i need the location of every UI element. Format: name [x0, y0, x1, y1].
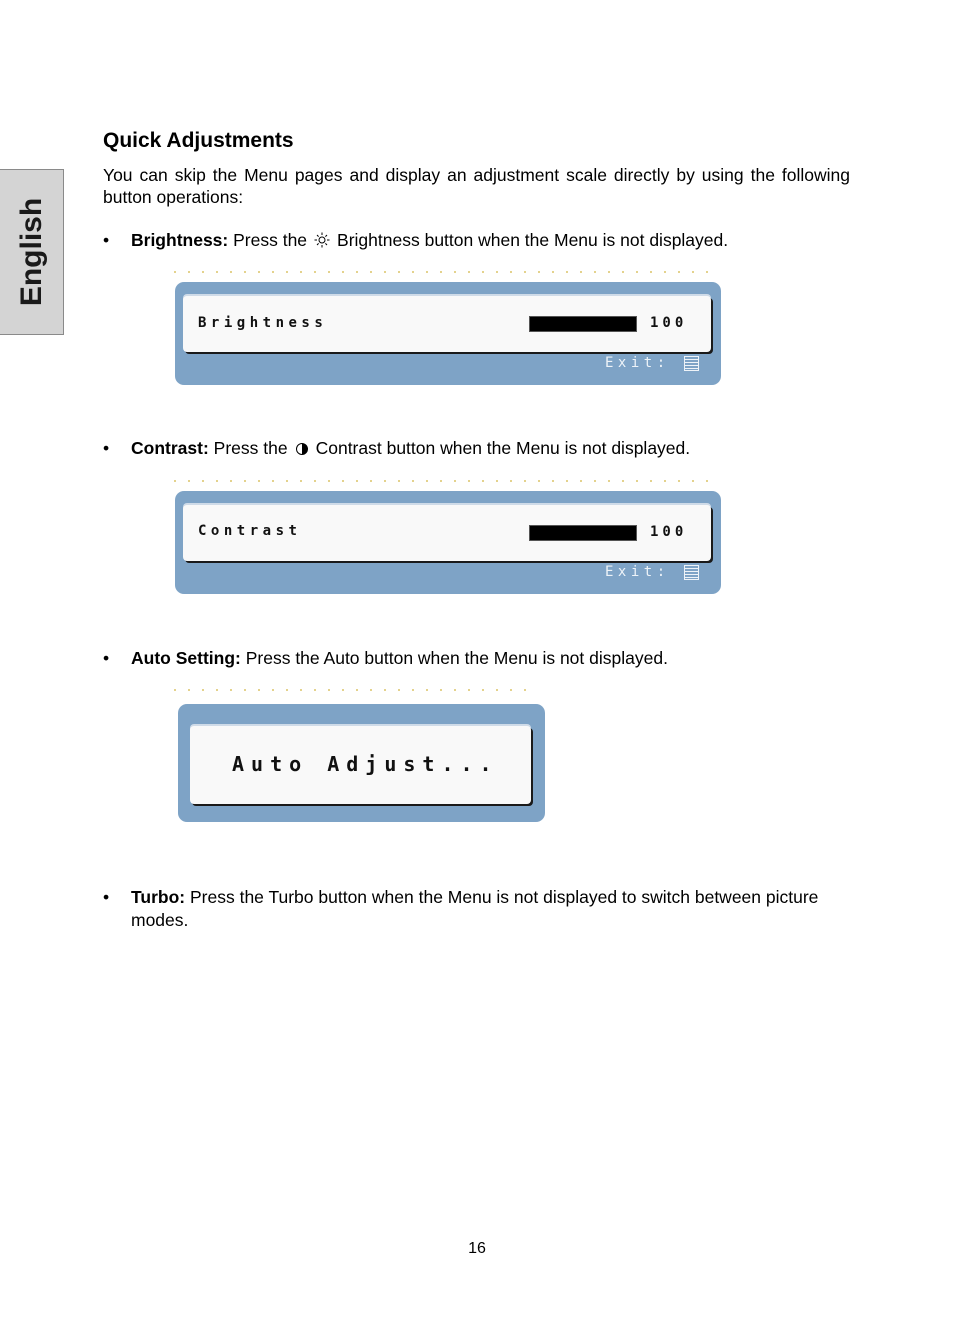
bullet-dot: •: [103, 887, 110, 907]
osd-label: Brightness: [198, 315, 328, 331]
bullet-text-pre: Press the: [213, 438, 288, 458]
bullet-text-pre: Press the: [233, 230, 308, 250]
osd-auto-label: Auto Adjust...: [232, 752, 499, 776]
bullet-text: Press the Auto button when the Menu is not displayed.: [245, 648, 668, 668]
osd-value: 100: [650, 315, 688, 331]
bullet-text: Press the Turbo button when the Menu is not displayed to switch between picture modes.: [131, 887, 819, 930]
osd-contrast: [175, 491, 721, 594]
osd-panel: [190, 726, 531, 804]
bullet-term: Turbo:: [131, 887, 186, 907]
bullet-term: Auto Setting:: [131, 648, 241, 668]
bullet-term: Contrast:: [131, 438, 209, 458]
bullet-dot: •: [103, 230, 110, 250]
page-number: 16: [468, 1240, 486, 1257]
language-tab-label: English: [14, 197, 48, 307]
bullet-dot: •: [103, 648, 110, 668]
dotted-divider: [168, 480, 714, 482]
intro-paragraph: You can skip the Menu pages and display an adjustment scale directly by using the following button operations:: [103, 165, 850, 207]
osd-panel: [183, 505, 711, 561]
language-tab: [0, 169, 64, 335]
osd-value: 100: [650, 524, 688, 540]
dotted-divider: [168, 689, 538, 691]
osd-exit-label: Exit:: [605, 355, 670, 371]
bullet-dot: •: [103, 438, 110, 458]
bullet-term: Brightness:: [131, 230, 229, 250]
osd-level-bar: [530, 317, 636, 331]
half-circle-contrast-icon: [296, 443, 308, 455]
bullet-text-post: Contrast button when the Menu is not displayed.: [315, 438, 691, 458]
section-title: Quick Adjustments: [103, 129, 294, 152]
osd-exit-label: Exit:: [605, 564, 670, 580]
osd-brightness: [175, 282, 721, 385]
menu-icon: [684, 565, 699, 580]
sun-icon: [313, 233, 331, 247]
osd-label: Contrast: [198, 523, 302, 539]
osd-panel: [183, 296, 711, 352]
osd-level-bar: [530, 526, 636, 540]
bullet-text-post: Brightness button when the Menu is not displayed.: [337, 230, 729, 250]
dotted-divider: [168, 271, 714, 273]
menu-icon: [684, 356, 699, 371]
osd-auto-adjust: [178, 704, 545, 822]
